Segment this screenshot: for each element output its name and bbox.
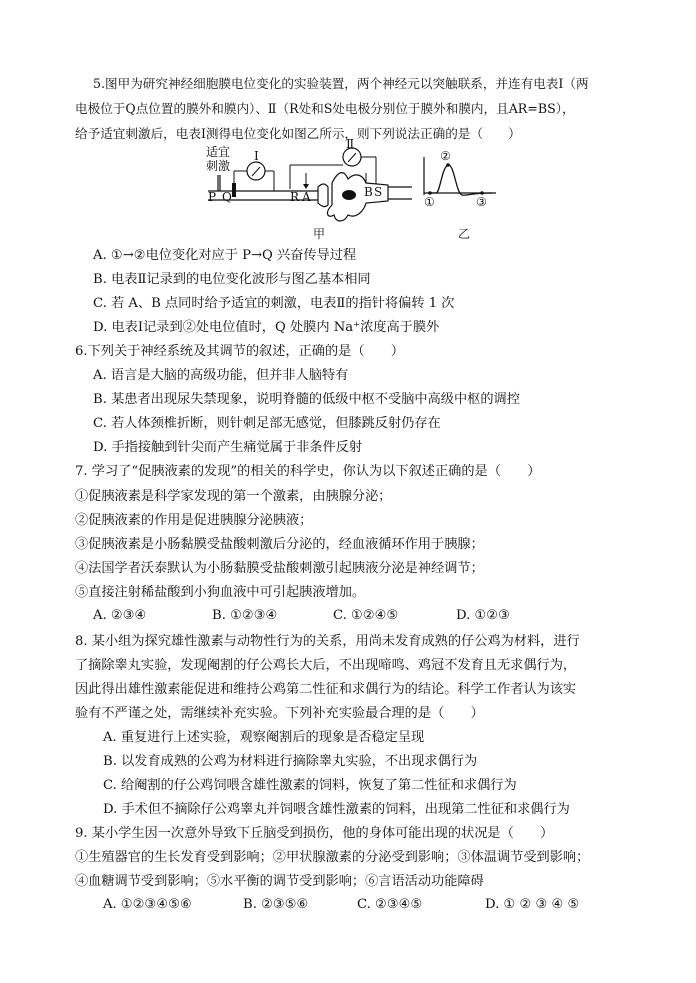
curve-point-2: ② [440,149,451,163]
q6-option-a: A. 语言是大脑的高级功能，但并非人脑特有 [93,368,349,383]
q7-choice-a: A. ②③④ [93,608,147,623]
point-r-label: R [290,190,300,204]
q9-choice-d: D. ① ② ③ ④ ⑤ [485,897,580,912]
q7-statement-2: ②促胰液素的作用是促进胰腺分泌胰液； [75,513,313,528]
q9-statement-line-2: ④血糖调节受到影响；⑤水平衡的调节受到影响；⑥言语活动功能障碍 [75,874,484,889]
q5-stem-line-3: 给予适宜刺激后，电表Ⅰ测得电位变化如图乙所示，则下列说法正确的是（ ） [75,126,521,141]
q9-choice-a: A. ①②③④⑤⑥ [103,897,192,912]
q7-statement-5: ⑤直接注射稀盐酸到小狗血液中可引起胰液增加。 [75,585,366,600]
curve-point-1: ① [424,195,435,209]
q5-option-b: B. 电表Ⅱ记录到的电位变化波形与图乙基本相同 [93,272,371,287]
point-a-label: A [302,190,311,204]
q8-stem-line-1: 8. 某小组为探究雄性激素与动物性行为的关系，用尚未发育成熟的仔公鸡为材料，进行 [75,634,580,649]
q8-stem-line-2: 了摘除睾丸实验，发现阉割的仔公鸡长大后，不出现啼鸣、鸡冠不发育且无求偶行为， [75,658,577,673]
stimulus-label-2: 刺激 [206,159,231,173]
q5-stem-line-1: 5.图甲为研究神经细胞膜电位变化的实验装置，两个神经元以突触联系，并连有电表Ⅰ（两 [93,76,589,91]
q6-stem: 6.下列关于神经系统及其调节的叙述，正确的是（ ） [75,344,405,359]
q8-stem-line-4: 验有不严谨之处，需继续补充实验。下列补充实验最合理的是（ ） [75,706,484,721]
meter-2-label: Ⅱ [346,137,355,151]
point-q-label: Q [222,190,232,204]
figure-jia-caption: 甲 [313,227,326,241]
q8-stem-line-3: 因此得出雄性激素能促进和维持公鸡第二性征和求偶行为的结论。科学工作者认为该实 [75,682,577,697]
q7-statement-4: ④法国学者沃泰默认为小肠黏膜受盐酸刺激引起胰液分泌是神经调节； [75,561,484,576]
point-b-label: B [364,185,373,199]
q6-option-b: B. 某患者出现尿失禁现象，说明脊髓的低级中枢不受脑中高级中枢的调控 [93,392,520,407]
q8-option-d: D. 手术但不摘除仔公鸡睾丸并饲喂含雄性激素的饲料，出现第二性征和求偶行为 [103,802,570,817]
q5-option-a: A. ①→②电位变化对应于 P→Q 兴奋传导过程 [93,248,357,263]
q5-stem-line-2: 电极位于Q点位置的膜外和膜内）、Ⅱ（R处和S处电极分别位于膜外和膜内，且AR=BS）， [75,101,575,116]
q7-choice-c: C. ①②④⑤ [333,608,399,623]
q8-option-b: B. 以发育成熟的公鸡为材料进行摘除睾丸实验，不出现求偶行为 [103,754,478,769]
q7-choice-d: D. ①②③ [456,608,510,623]
q9-stem: 9. 某小学生因一次意外导致下丘脑受到损伤，他的身体可能出现的状况是（ ） [75,826,554,841]
q8-option-c: C. 给阉割的仔公鸡饲喂含雄性激素的饲料，恢复了第二性征和求偶行为 [103,778,517,793]
q7-statement-3: ③促胰液素是小肠黏膜受盐酸刺激后分泌的，经血液循环作用于胰腺； [75,537,484,552]
point-p-label: P [208,190,217,204]
curve-point-3: ③ [476,195,487,209]
stimulus-label-1: 适宜 [206,145,231,159]
q6-option-d: D. 手指接触到针尖而产生痛觉属于非条件反射 [93,440,363,455]
q9-statement-line-1: ①生殖器官的生长发育受到影响；②甲状腺激素的分泌受到影响；③体温调节受到影响； [75,850,590,865]
q7-stem: 7. 学习了“促胰液素的发现”的相关的科学史，你认为以下叙述正确的是（ ） [75,464,541,479]
q5-option-d: D. 电表Ⅰ记录到②处电位值时，Q 处膜内 Na⁺浓度高于膜外 [93,320,440,335]
figure-yi-caption: 乙 [458,227,471,241]
q7-choice-b: B. ①②③④ [212,608,278,623]
point-s-label: S [374,185,383,199]
figure-yi [418,149,498,243]
q8-option-a: A. 重复进行上述实验，观察阉割后的现象是否稳定呈现 [103,730,425,745]
q9-choice-b: B. ②③⑤⑥ [243,897,309,912]
q5-option-c: C. 若 A、B 点同时给予适宜的刺激，电表Ⅱ的指针将偏转 1 次 [93,296,455,311]
q7-statement-1: ①促胰液素是科学家发现的第一个激素，由胰腺分泌； [75,489,392,504]
figure-jia [198,137,418,241]
q6-option-c: C. 若人体颈椎折断，则针刺足部无感觉，但膝跳反射仍存在 [93,416,441,431]
q9-choice-c: C. ②③④⑤ [357,897,423,912]
meter-1-label: Ⅰ [254,149,259,163]
